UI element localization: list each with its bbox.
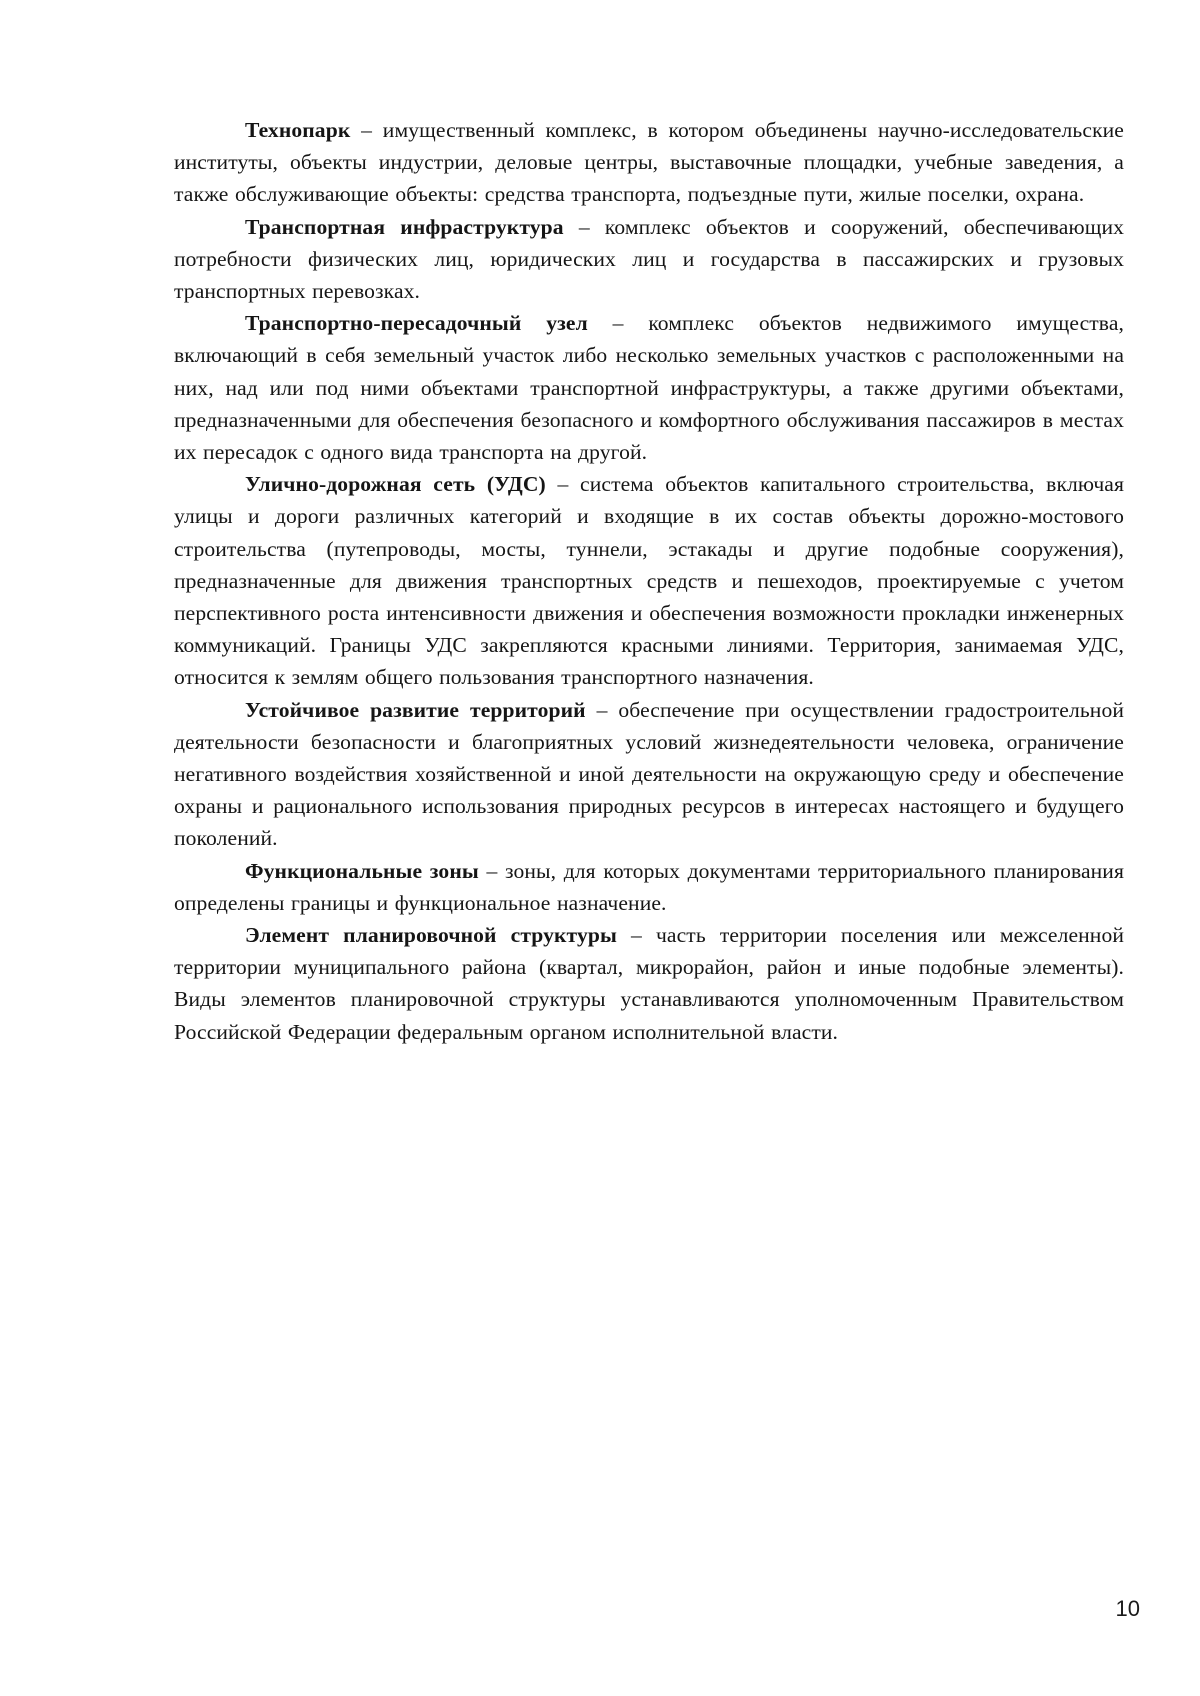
definition-paragraph-technopark xyxy=(174,114,1124,211)
definition-paragraph-transport-infrastructure xyxy=(174,211,1124,308)
definition-term: Улично-дорожная сеть (УДС) xyxy=(245,472,546,497)
definition-term: Транспортная инфраструктура xyxy=(245,214,564,239)
definition-text: – обеспечение при осуществлении градостроительной деятельности безопасности и благоприятных условий жизнедеятельности человека, ограничение негативного воздействия хозяйственной и иной деятельности на окружающую среду и обеспечение охраны и рационального использования природных ресурсов в интересах настоящего и будущего поколений. xyxy=(174,697,1125,851)
definition-paragraph-sustainable-development xyxy=(174,694,1124,855)
definition-paragraph-planning-element xyxy=(174,919,1124,1048)
definition-term: Технопарк xyxy=(245,118,351,142)
definition-text: – имущественный комплекс, в котором объединены научно-исследовательские институты, объекты индустрии, деловые центры, выставочные площадки, учебные заведения, а также обслуживающие объекты: средства транспорта, подъездные пути, жилые поселки, охрана. xyxy=(174,118,1124,207)
page-number: 10 xyxy=(1115,1596,1140,1621)
definition-paragraph-transport-hub xyxy=(174,307,1124,468)
definition-text: – комплекс объектов и сооружений, обеспечивающих потребности физических лиц, юридических лиц и государства в пассажирских и грузовых транспортных перевозках. xyxy=(174,214,1124,304)
definition-term: Функциональные зоны xyxy=(245,858,479,883)
definition-term: Транспортно-пересадочный узел xyxy=(245,311,588,336)
definition-term: Элемент планировочной структуры xyxy=(245,923,617,948)
definition-term: Устойчивое развитие территорий xyxy=(245,697,586,722)
definitions-body xyxy=(174,114,1124,1048)
definition-text: – зоны, для которых документами территориального планирования определены границы и функциональное назначение. xyxy=(174,858,1125,915)
definition-text: – комплекс объектов недвижимого имущества, включающий в себя земельный участок либо несколько земельных участков с расположенными на них, над или под ними объектами транспортной инфраструктуры, а также другими объектами, предназначенными для обеспечения безопасного и комфортного обслуживания пассажиров в местах их пересадок с одного вида транспорта на другой. xyxy=(174,311,1124,465)
definition-text: – система объектов капитального строительства, включая улицы и дороги различных категорий и входящие в их состав объекты дорожно-мостового строительства (путепроводы, мосты, туннели, эстакады и другие подобные сооружения), предназначенные для движения транспортных средств и пешеходов, проектируемые с учетом перспективного роста интенсивности движения и обеспечения возможности прокладки инженерных коммуникаций. Границы УДС закрепляются красными линиями. Территория, занимаемая УДС, относится к землям общего пользования транспортного назначения. xyxy=(174,472,1124,690)
definition-paragraph-functional-zones xyxy=(174,855,1124,919)
definition-paragraph-road-network xyxy=(174,468,1124,693)
definition-text: – часть территории поселения или межселенной территории муниципального района (квартал, микрорайон, район и иные подобные элементы). Виды элементов планировочной структуры устанавливаются уполномоченным Правительством Российской Федерации федеральным органом исполнительной власти. xyxy=(174,923,1124,1044)
